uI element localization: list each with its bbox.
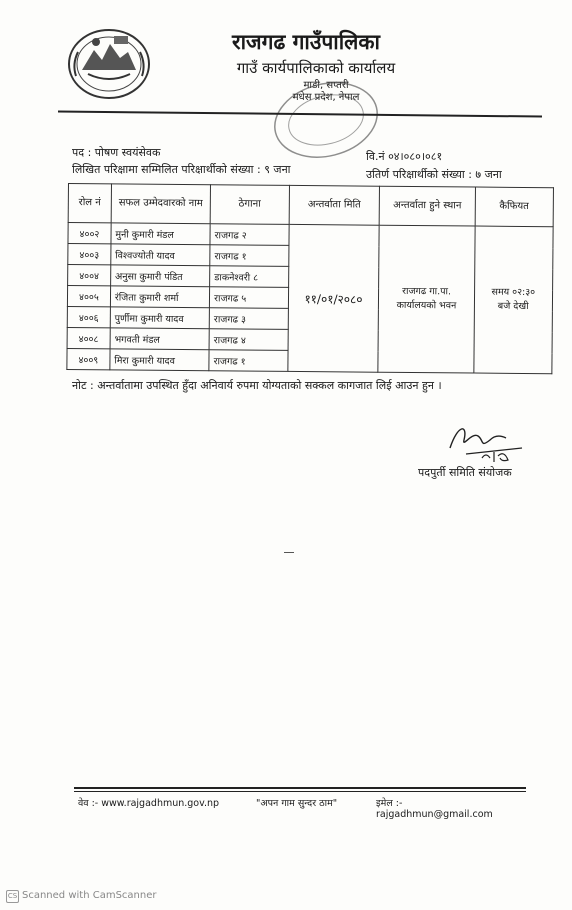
candidate-address: राजगढ ४ [209,329,288,351]
header-remarks: कैफियत [475,187,554,227]
roll-number: ४००८ [67,327,110,348]
roll-number: ४००५ [67,286,110,307]
roll-number: ४००३ [68,244,111,265]
roll-number: ४००२ [68,223,111,244]
candidate-name: भगवती मंडल [110,328,209,350]
post-title: पद : पोषण स्वयंसेवक [72,146,161,159]
results-table [66,183,554,374]
scanner-label: Scanned with CamScanner [22,890,157,901]
header-roll: रोल नं [68,184,111,223]
passed-count: उतिर्ण परिक्षार्थीको संख्या : ७ जना [366,168,502,181]
candidate-name: अनुसा कुमारी पंडित [110,265,209,287]
remarks [473,226,553,374]
signer-title: पदपुर्ती समिति संयोजक [418,466,512,479]
remark-line-1: समय ०२:३० [491,286,536,299]
candidate-name: विश्वज्योती यादव [111,244,210,266]
footer-divider [74,787,526,789]
remark-line-2: बजे देखी [497,300,529,313]
candidate-address: राजगढ ५ [210,287,289,309]
footer-email: इमेल :- rajgadhmun@gmail.com [376,798,493,820]
venue-line-1: राजगढ गा.पा. [402,285,452,298]
interview-venue [378,225,474,373]
candidate-name: पुर्णीमा कुमारी यादव [110,307,209,329]
municipality-name: राजगढ गाउँपालिका [232,30,380,54]
candidate-address: डाकनेश्वरी ८ [210,266,289,288]
candidate-address: राजगढ १ [210,245,289,267]
roll-number: ४००९ [67,348,110,369]
written-exam-count: लिखित परिक्षामा सम्मिलित परिक्षार्थीको संख्या : ९ जना [72,163,291,176]
office-name: गाउँ कार्यपालिकाको कार्यालय [236,59,396,77]
header-address: ठेगाना [210,185,289,225]
roll-number: ४००४ [68,265,111,286]
candidate-address: राजगढ ३ [209,308,288,330]
note-text: नोट : अन्तर्वातामा उपस्थित हुँदा अनिवार्य रुपमा योग्यताको सक्कल कागजात लिई आउन हुन । [72,379,442,392]
handwritten-signature [444,418,526,466]
address-line-1: माडी, सप्तरी [303,80,349,91]
footer-website: वेव :- www.rajgadhmun.gov.np [78,798,220,809]
candidate-address: राजगढ १ [209,350,288,372]
header-name: सफल उम्मेदवारको नाम [111,184,211,224]
venue-line-2: कार्यालयको भवन [396,299,457,312]
candidate-address: राजगढ २ [210,224,289,246]
candidate-name: मिरा कुमारी यादव [110,349,209,371]
candidate-name: मुनी कुमारी मंडल [111,223,210,245]
interview-date: ११/०१/२०८० [287,224,379,372]
header-venue: अन्तर्वाता हुने स्थान [380,186,475,226]
candidate-name: रंजिता कुमारी शर्मा [110,286,209,308]
stray-mark [284,552,294,553]
table-header-row [68,184,553,227]
camscanner-icon: CS [6,890,19,903]
roll-number: ४००६ [67,306,110,327]
address-line-2: मधेस प्रदेश, नेपाल [292,92,360,103]
footer-divider-thin [74,791,526,792]
header-interview-date: अन्तर्वाता मिति [289,185,380,225]
footer-slogan: "अपन गाम सुन्दर ठाम" [256,798,338,809]
scanner-watermark [6,890,157,903]
letter-number: वि.नं ०४।०८०।०८१ [366,150,443,163]
